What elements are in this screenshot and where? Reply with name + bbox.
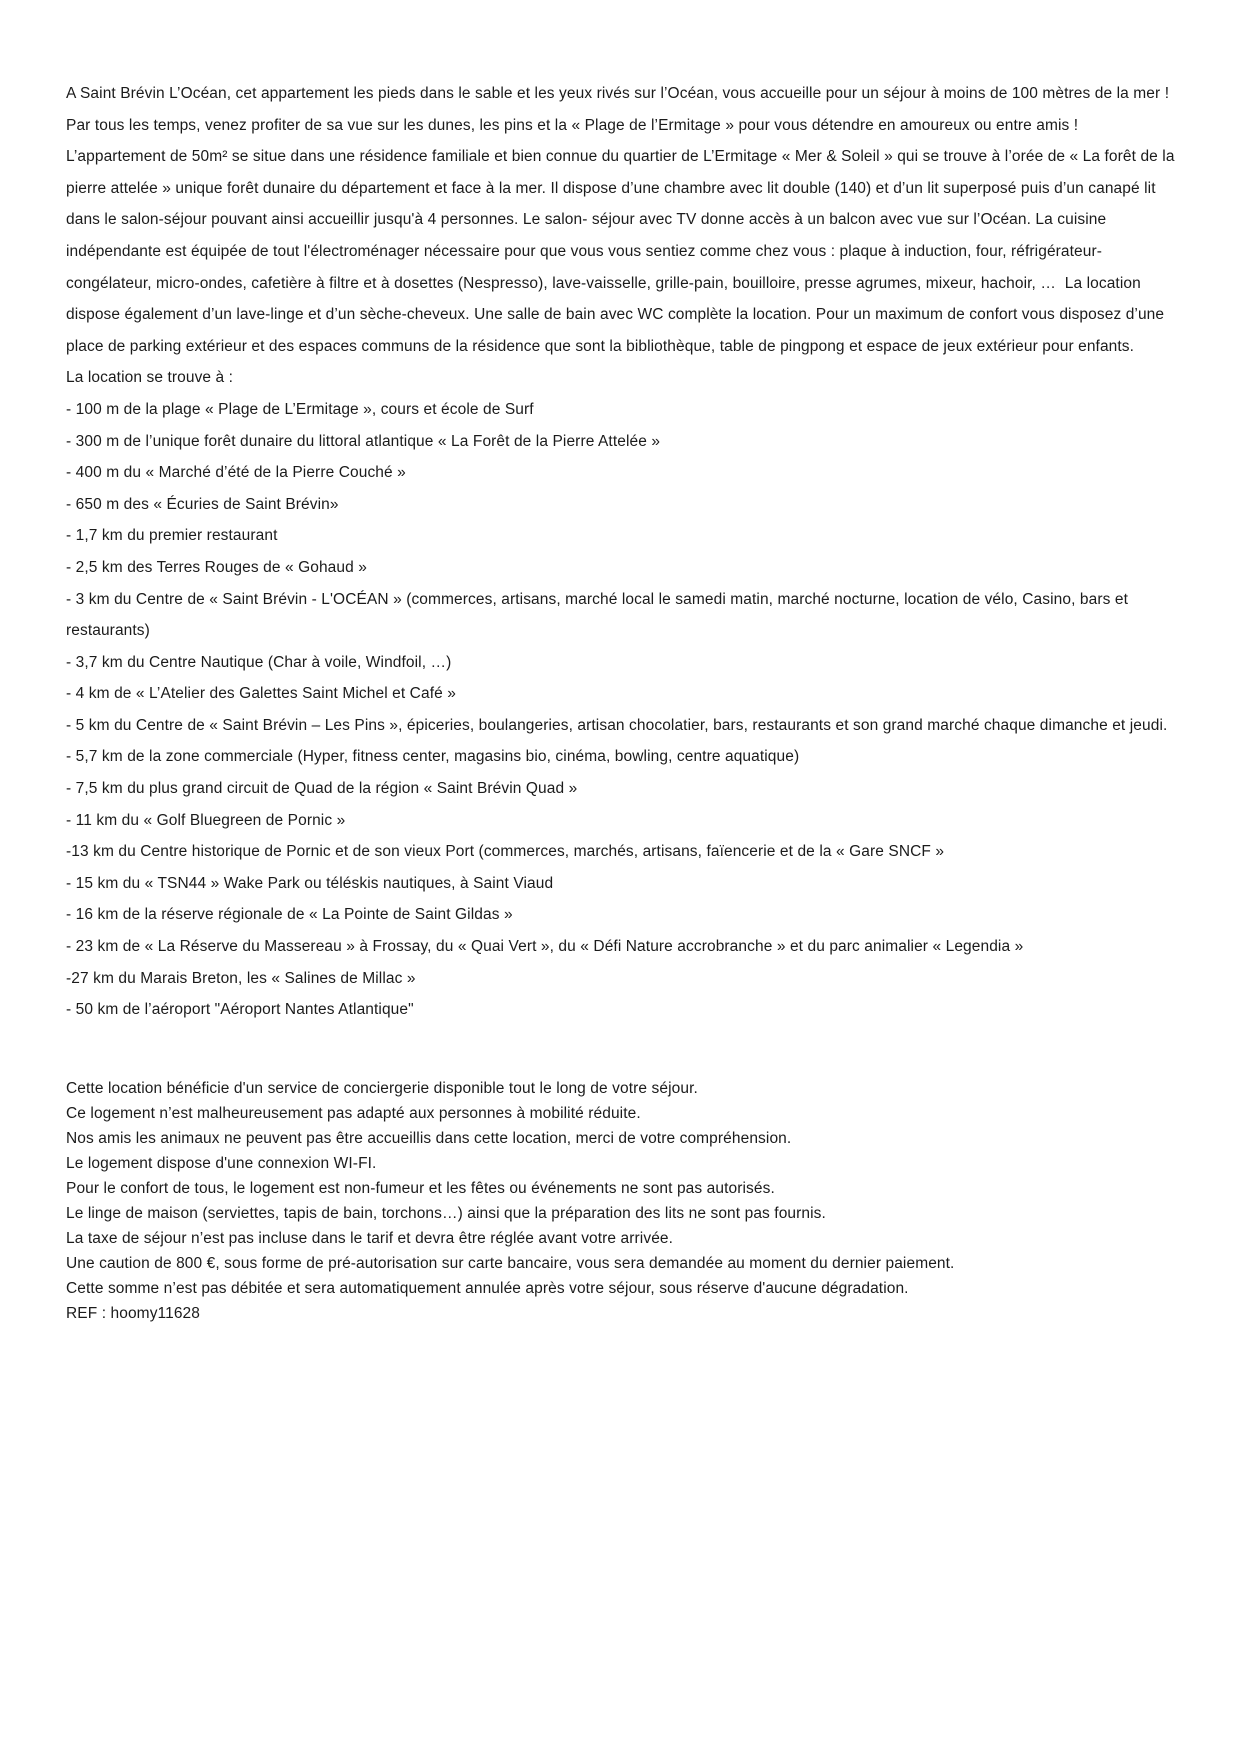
distance-item: - 3,7 km du Centre Nautique (Char à voile, Windfoil, …) [66,653,452,671]
document-content [66,78,1178,1326]
distance-item: - 15 km du « TSN44 » Wake Park ou téléskis nautiques, à Saint Viaud [66,874,554,892]
description-paragraph: L’appartement de 50m² se situe dans une résidence familiale et bien connue du quartier de L’Ermitage « Mer & Soleil » qui se trouve à l’orée de « La forêt de la pierre attelée » unique forêt dunaire du département et face à la mer. Il dispose d’une chambre avec lit double (140) et d’un lit superposé puis d’un canapé lit dans le salon-séjour pouvant ainsi accueillir jusqu'à 4 personnes. Le salon- séjour avec TV donne accès à un balcon avec vue sur l’Océan. La cuisine indépendante est équipée de tout l'électroménager nécessaire pour que vous vous sentiez comme chez vous : plaque à induction, four, réfrigérateur-congélateur, micro-ondes, cafetière à filtre et à dosettes (Nespresso), lave-vaisselle, grille-pain, bouilloire, presse agrumes, mixeur, hachoir, … La location dispose également d’un lave-linge et d’un sèche-cheveux. Une salle de bain avec WC complète la location. Pour un maximum de confort vous disposez d’une place de parking extérieur et des espaces communs de la résidence que sont la bibliothèque, table de pingpong et espace de jeux extérieur pour enfants. [66,148,1179,355]
distance-item: - 2,5 km des Terres Rouges de « Gohaud » [66,558,367,576]
distance-item: -13 km du Centre historique de Pornic et de son vieux Port (commerces, marchés, artisans, faïencerie et de la « Gare SNCF » [66,843,945,861]
distance-item: - 1,7 km du premier restaurant [66,527,278,545]
distance-item: - 4 km de « L’Atelier des Galettes Saint Michel et Café » [66,685,456,703]
distance-item: - 300 m de l’unique forêt dunaire du littoral atlantique « La Forêt de la Pierre Attelée » [66,432,661,450]
note-line: Ce logement n’est malheureusement pas adapté aux personnes à mobilité réduite. [66,1104,641,1122]
distance-item: - 5,7 km de la zone commerciale (Hyper, fitness center, magasins bio, cinéma, bowling, centre aquatique) [66,748,800,766]
distance-item: - 400 m du « Marché d’été de la Pierre Couché » [66,464,406,482]
description-paragraphs [66,78,1178,362]
distance-item: - 100 m de la plage « Plage de L’Ermitage », cours et école de Surf [66,400,534,418]
note-line: Le linge de maison (serviettes, tapis de bain, torchons…) ainsi que la préparation des lits ne sont pas fournis. [66,1204,826,1222]
distance-item: - 11 km du « Golf Bluegreen de Pornic » [66,811,346,829]
distance-item: - 7,5 km du plus grand circuit de Quad de la région « Saint Brévin Quad » [66,780,578,798]
distance-list [66,394,1178,1026]
note-line: La taxe de séjour n’est pas incluse dans le tarif et devra être réglée avant votre arrivée. [66,1229,674,1247]
notes-section [66,1076,1178,1326]
note-line: Nos amis les animaux ne peuvent pas être accueillis dans cette location, merci de votre compréhension. [66,1129,792,1147]
description-paragraph: A Saint Brévin L’Océan, cet appartement les pieds dans le sable et les yeux rivés sur l’Océan, vous accueille pour un séjour à moins de 100 mètres de la mer ! Par tous les temps, venez profiter de sa vue sur les dunes, les pins et la « Plage de l’Ermitage » pour vous détendre en amoureux ou entre amis ! [66,85,1174,134]
distance-item: - 16 km de la réserve régionale de « La Pointe de Saint Gildas » [66,906,513,924]
note-line: Cette location bénéficie d'un service de conciergerie disponible tout le long de votre séjour. [66,1079,698,1097]
note-line: Cette somme n’est pas débitée et sera automatiquement annulée après votre séjour, sous réserve d'aucune dégradation. [66,1279,909,1297]
distance-item: - 5 km du Centre de « Saint Brévin – Les Pins », épiceries, boulangeries, artisan chocolatier, bars, restaurants et son grand marché chaque dimanche et jeudi. [66,716,1168,734]
distance-item: - 3 km du Centre de « Saint Brévin - L'OCÉAN » (commerces, artisans, marché local le samedi matin, marché nocturne, location de vélo, Casino, bars et restaurants) [66,590,1133,640]
distance-item: - 50 km de l’aéroport "Aéroport Nantes Atlantique" [66,1001,414,1019]
distance-item: -27 km du Marais Breton, les « Salines de Millac » [66,969,416,987]
distance-item: - 650 m des « Écuries de Saint Brévin» [66,495,339,513]
note-line: REF : hoomy11628 [66,1304,200,1322]
note-line: Le logement dispose d'une connexion WI-FI. [66,1154,377,1172]
note-line: Pour le confort de tous, le logement est non-fumeur et les fêtes ou événements ne sont pas autorisés. [66,1179,775,1197]
location-intro: La location se trouve à : [66,369,234,387]
note-line: Une caution de 800 €, sous forme de pré-autorisation sur carte bancaire, vous sera demandée au moment du dernier paiement. [66,1254,955,1272]
blank-line-spacer [66,1026,1178,1076]
distance-item: - 23 km de « La Réserve du Massereau » à Frossay, du « Quai Vert », du « Défi Nature accrobranche » et du parc animalier « Legendia » [66,938,1024,956]
